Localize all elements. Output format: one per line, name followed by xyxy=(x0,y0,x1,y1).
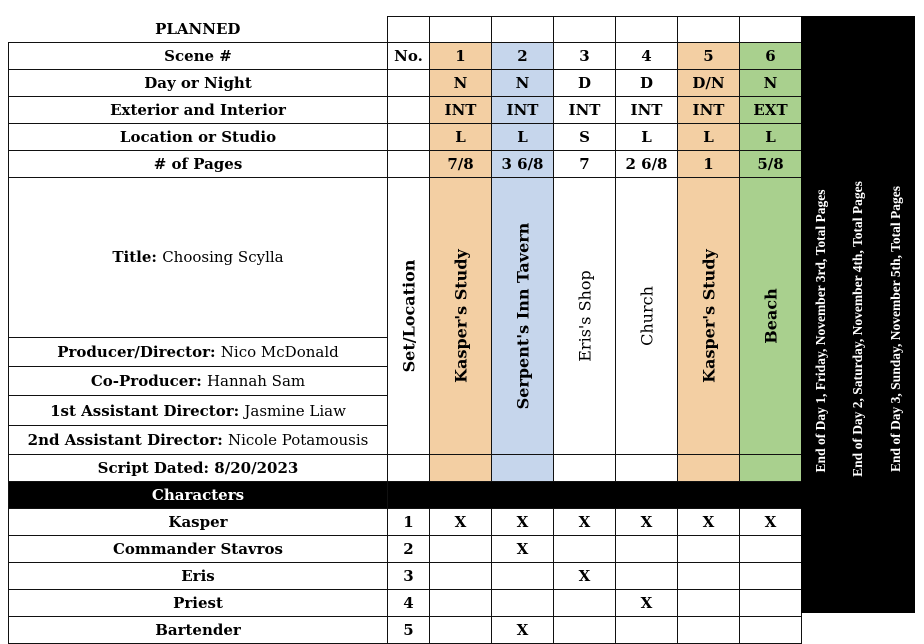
day-break-2[interactable]: End of Day 2, Saturday, November 4th, Total Pages xyxy=(850,181,865,477)
character-mark: X xyxy=(492,536,554,563)
set-name: Kasper's Study xyxy=(699,249,718,383)
character-mark: X xyxy=(678,509,740,536)
set-name: Beach xyxy=(761,288,780,344)
production-title xyxy=(9,178,388,338)
pages-cell: 5/8 xyxy=(740,151,802,178)
second-ad-line xyxy=(9,426,388,455)
planned-row xyxy=(9,17,802,43)
loc-studio-cell: L xyxy=(678,124,740,151)
character-mark xyxy=(678,536,740,563)
scene-number[interactable]: 4 xyxy=(616,43,678,70)
character-mark xyxy=(616,563,678,590)
character-mark xyxy=(740,563,802,590)
character-row[interactable] xyxy=(9,509,802,536)
ext-int-cell: EXT xyxy=(740,97,802,124)
no-label: No. xyxy=(388,43,430,70)
character-mark xyxy=(678,617,740,644)
character-mark: X xyxy=(554,563,616,590)
set-name: Serpent's Inn Tavern xyxy=(513,222,532,410)
character-mark xyxy=(678,590,740,617)
scene-number[interactable]: 5 xyxy=(678,43,740,70)
day-night-row xyxy=(9,70,802,97)
loc-studio-cell: L xyxy=(616,124,678,151)
character-mark xyxy=(554,617,616,644)
character-mark: X xyxy=(430,509,492,536)
second-ad-label: 2nd Assistant Director: xyxy=(27,431,223,450)
loc-studio-cell: L xyxy=(740,124,802,151)
pages-cell: 2 6/8 xyxy=(616,151,678,178)
scene-number[interactable]: 2 xyxy=(492,43,554,70)
coproducer-label: Co-Producer: xyxy=(90,372,202,391)
ext-int-label: Exterior and Interior xyxy=(9,97,388,124)
day-night-cell: N xyxy=(430,70,492,97)
scene-number[interactable]: 3 xyxy=(554,43,616,70)
ext-int-cell: INT xyxy=(554,97,616,124)
character-mark: X xyxy=(554,509,616,536)
scene-strip[interactable] xyxy=(616,178,678,455)
character-mark xyxy=(616,536,678,563)
scene-number[interactable]: 6 xyxy=(740,43,802,70)
coproducer-value: Hannah Sam xyxy=(206,372,306,391)
loc-studio-cell: L xyxy=(492,124,554,151)
title-label: Title: xyxy=(112,248,157,267)
set-location-label: Set/Location xyxy=(399,259,418,373)
character-no: 2 xyxy=(388,536,430,563)
producer-value: Nico McDonald xyxy=(220,343,339,361)
character-name: Eris xyxy=(9,563,388,590)
script-dated: Script Dated: 8/20/2023 xyxy=(9,455,388,482)
character-mark: X xyxy=(492,509,554,536)
scene-strip[interactable] xyxy=(740,178,802,455)
character-mark xyxy=(492,563,554,590)
loc-studio-cell: L xyxy=(430,124,492,151)
day-break-3[interactable]: End of Day 3, Sunday, November 5th, Total Pages xyxy=(888,186,903,472)
coproducer-line xyxy=(9,367,388,396)
pages-label: # of Pages xyxy=(9,151,388,178)
pages-cell: 7/8 xyxy=(430,151,492,178)
title-value: Choosing Scylla xyxy=(162,248,284,267)
pages-cell: 7 xyxy=(554,151,616,178)
day-night-cell: N xyxy=(492,70,554,97)
pages-cell: 1 xyxy=(678,151,740,178)
title-row xyxy=(9,178,802,338)
ext-int-row xyxy=(9,97,802,124)
character-mark xyxy=(554,590,616,617)
character-mark xyxy=(430,536,492,563)
ext-int-cell: INT xyxy=(492,97,554,124)
character-row[interactable] xyxy=(9,617,802,644)
ext-int-cell: INT xyxy=(616,97,678,124)
character-mark xyxy=(430,617,492,644)
character-mark xyxy=(554,536,616,563)
second-ad-value: Nicole Potamousis xyxy=(227,431,369,450)
ext-int-cell: INT xyxy=(430,97,492,124)
pages-row xyxy=(9,151,802,178)
character-no: 1 xyxy=(388,509,430,536)
day-night-label: Day or Night xyxy=(9,70,388,97)
planned-label: PLANNED xyxy=(9,17,388,43)
loc-studio-label: Location or Studio xyxy=(9,124,388,151)
scene-strip[interactable] xyxy=(430,178,492,455)
ext-int-cell: INT xyxy=(678,97,740,124)
scene-strip[interactable] xyxy=(492,178,554,455)
loc-studio-cell: S xyxy=(554,124,616,151)
scene-number-row xyxy=(9,43,802,70)
character-mark: X xyxy=(492,617,554,644)
loc-studio-row xyxy=(9,124,802,151)
first-ad-line xyxy=(9,396,388,426)
character-mark xyxy=(740,590,802,617)
character-no: 3 xyxy=(388,563,430,590)
producer-line xyxy=(9,337,388,367)
character-mark xyxy=(678,563,740,590)
character-mark xyxy=(740,617,802,644)
producer-label: Producer/Director: xyxy=(57,343,216,361)
stripboard-table xyxy=(8,16,802,644)
character-name: Commander Stavros xyxy=(9,536,388,563)
character-mark xyxy=(616,617,678,644)
character-row[interactable] xyxy=(9,536,802,563)
set-name: Eris's Shop xyxy=(575,270,594,362)
character-mark xyxy=(430,563,492,590)
first-ad-value: Jasmine Liaw xyxy=(244,401,346,420)
script-dated-row xyxy=(9,455,802,482)
day-night-cell: D xyxy=(616,70,678,97)
character-mark: X xyxy=(740,509,802,536)
character-no: 4 xyxy=(388,590,430,617)
character-name: Priest xyxy=(9,590,388,617)
day-night-cell: N xyxy=(740,70,802,97)
characters-header: Characters xyxy=(9,482,388,509)
day-night-cell: D/N xyxy=(678,70,740,97)
character-name: Bartender xyxy=(9,617,388,644)
character-row[interactable] xyxy=(9,590,802,617)
character-no: 5 xyxy=(388,617,430,644)
pages-cell: 3 6/8 xyxy=(492,151,554,178)
scene-strip[interactable] xyxy=(554,178,616,455)
character-mark: X xyxy=(616,590,678,617)
day-night-cell: D xyxy=(554,70,616,97)
scene-label: Scene # xyxy=(9,43,388,70)
day-break-strips xyxy=(801,16,915,613)
character-row[interactable] xyxy=(9,563,802,590)
scene-number[interactable]: 1 xyxy=(430,43,492,70)
set-name: Kasper's Study xyxy=(451,249,470,383)
character-mark: X xyxy=(616,509,678,536)
first-ad-label: 1st Assistant Director: xyxy=(50,401,240,420)
characters-header-row xyxy=(9,482,802,509)
scene-strip[interactable] xyxy=(678,178,740,455)
character-mark xyxy=(492,590,554,617)
character-mark xyxy=(740,536,802,563)
character-mark xyxy=(430,590,492,617)
set-name: Church xyxy=(637,286,656,346)
character-name: Kasper xyxy=(9,509,388,536)
set-location-header xyxy=(388,178,430,455)
day-break-1[interactable]: End of Day 1, Friday, November 3rd, Total Pages xyxy=(813,189,828,473)
